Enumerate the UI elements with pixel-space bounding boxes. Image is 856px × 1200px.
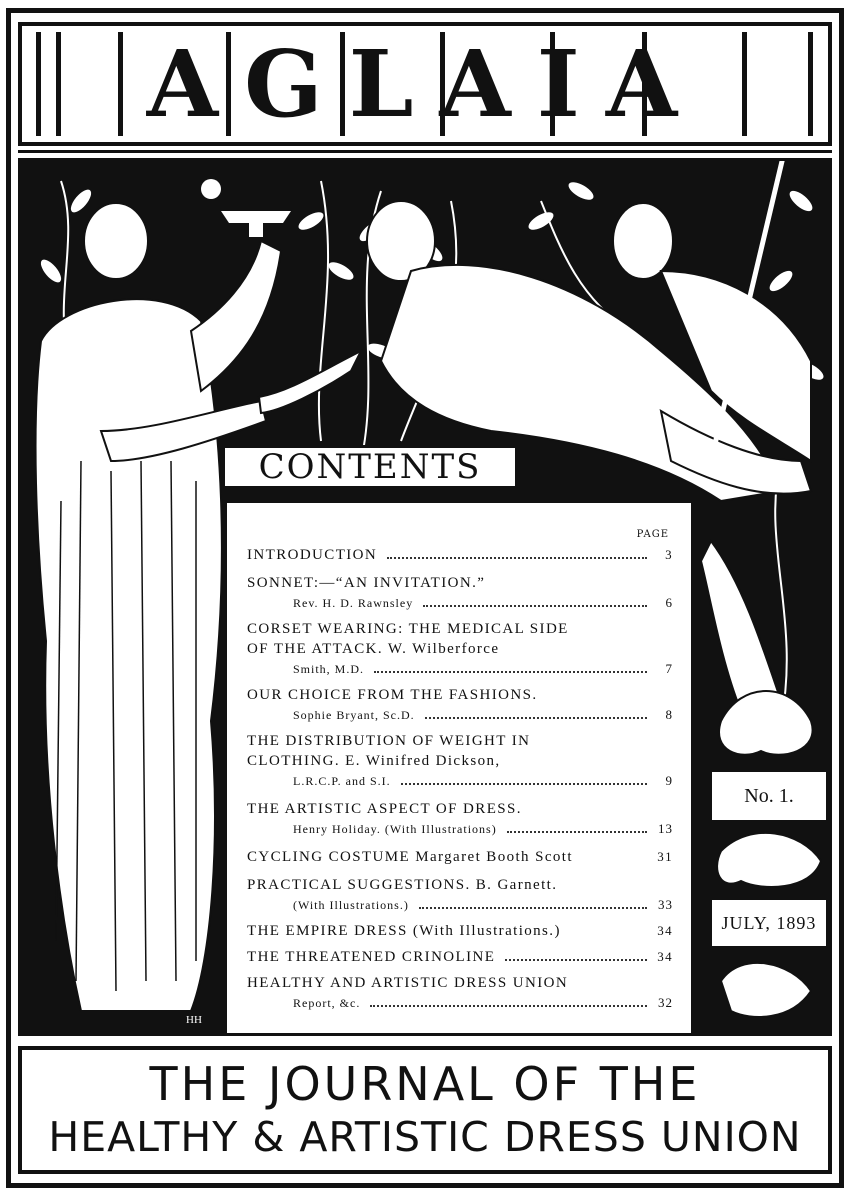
contents-heading: CONTENTS [222, 445, 518, 489]
contents-entry [247, 875, 673, 915]
entry-author: Report, &c. [293, 996, 361, 1010]
journal-title-band [18, 1046, 832, 1174]
contents-entry [247, 685, 673, 725]
contents-entry [247, 973, 673, 1013]
entry-page: 33 [658, 897, 673, 912]
entry-author: Sophie Bryant, Sc.D. [293, 708, 415, 722]
entry-author: L.R.C.P. and S.I. [293, 774, 391, 788]
contents-table [224, 500, 694, 1036]
entry-page: 32 [658, 995, 673, 1010]
issue-date: JULY, 1893 [710, 898, 828, 948]
entry-page: 8 [665, 707, 673, 722]
contents-entry [247, 573, 673, 613]
contents-entry [247, 847, 673, 867]
journal-title-line2: HEALTHY & ARTISTIC DRESS UNION [48, 1113, 802, 1161]
entry-title: PRACTICAL SUGGESTIONS. B. Garnett. [247, 877, 558, 893]
entry-title: THE ARTISTIC ASPECT OF DRESS. [247, 801, 522, 817]
entry-title: CYCLING COSTUME Margaret Booth Scott [247, 849, 573, 865]
entry-title: OUR CHOICE FROM THE FASHIONS. [247, 687, 538, 703]
entry-page: 34 [657, 923, 673, 938]
entry-title: THE THREATENED CRINOLINE [247, 949, 496, 965]
issue-number: No. 1. [710, 770, 828, 822]
entry-page: 13 [658, 821, 673, 836]
contents-entry [247, 799, 673, 839]
entry-title: SONNET:—“AN INVITATION.” [247, 575, 486, 591]
masthead-band [18, 22, 832, 146]
entry-author: (With Illustrations.) [293, 898, 409, 912]
entry-title: CORSET WEARING: THE MEDICAL SIDE [247, 621, 569, 637]
entry-page: 9 [665, 773, 673, 788]
entry-title-cont: OF THE ATTACK. W. Wilberforce [247, 641, 500, 657]
artist-monogram: HH [186, 1014, 202, 1026]
contents-entry [247, 545, 673, 565]
entry-page: 34 [657, 949, 673, 964]
entry-page: 3 [665, 547, 673, 562]
entry-title: THE EMPIRE DRESS (With Illustrations.) [247, 923, 561, 939]
contents-entry [247, 731, 673, 791]
entry-page: 7 [665, 661, 673, 676]
journal-title-line1: THE JOURNAL OF THE [149, 1057, 701, 1111]
entry-title: HEALTHY AND ARTISTIC DRESS UNION [247, 975, 569, 991]
contents-entry [247, 921, 673, 941]
entry-page: 31 [657, 849, 673, 864]
divider-rule [18, 150, 832, 153]
contents-entry [247, 947, 673, 967]
entry-title: INTRODUCTION [247, 547, 378, 563]
page-column-heading: PAGE [636, 529, 669, 540]
entry-author: Rev. H. D. Rawnsley [293, 596, 414, 610]
entry-title-cont: CLOTHING. E. Winifred Dickson, [247, 753, 501, 769]
entry-author: Smith, M.D. [293, 662, 365, 676]
masthead-title: AGLAIA [146, 30, 704, 138]
contents-entry [247, 619, 673, 679]
entry-title: THE DISTRIBUTION OF WEIGHT IN [247, 733, 531, 749]
entry-author: Henry Holiday. (With Illustrations) [293, 822, 497, 836]
entry-page: 6 [665, 595, 673, 610]
